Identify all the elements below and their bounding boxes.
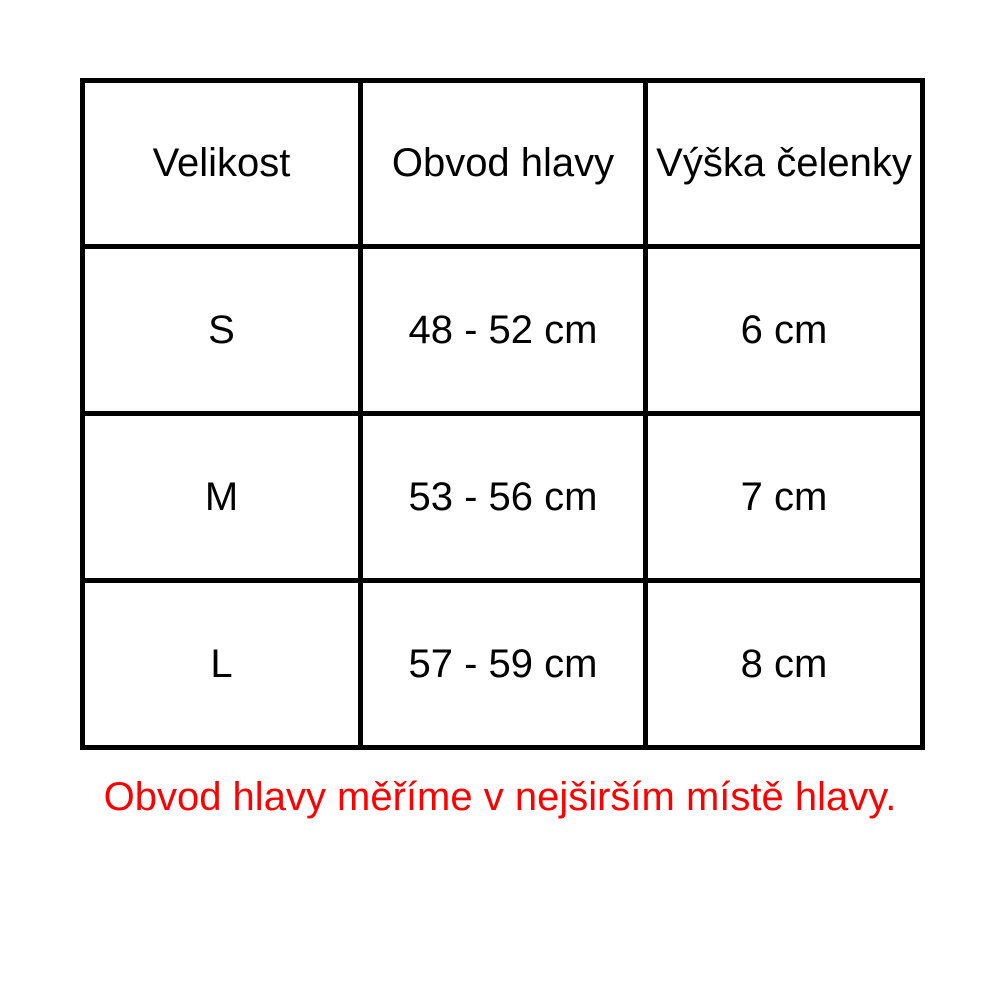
table-row (83, 414, 923, 581)
column-header-size: Velikost (83, 81, 361, 247)
cell-circumference: 57 - 59 cm (361, 581, 646, 748)
cell-size: S (83, 247, 361, 414)
cell-circumference: 48 - 52 cm (361, 247, 646, 414)
table-row (83, 247, 923, 414)
size-table-container (80, 78, 920, 750)
table-row (83, 581, 923, 748)
cell-height: 7 cm (646, 414, 923, 581)
column-header-circumference: Obvod hlavy (361, 81, 646, 247)
column-header-height: Výška čelenky (646, 81, 923, 247)
cell-circumference: 53 - 56 cm (361, 414, 646, 581)
cell-height: 8 cm (646, 581, 923, 748)
table-header-row (83, 81, 923, 247)
size-table (80, 78, 925, 750)
cell-size: L (83, 581, 361, 748)
cell-size: M (83, 414, 361, 581)
measurement-note: Obvod hlavy měříme v nejširším místě hlavy. (103, 775, 897, 819)
cell-height: 6 cm (646, 247, 923, 414)
